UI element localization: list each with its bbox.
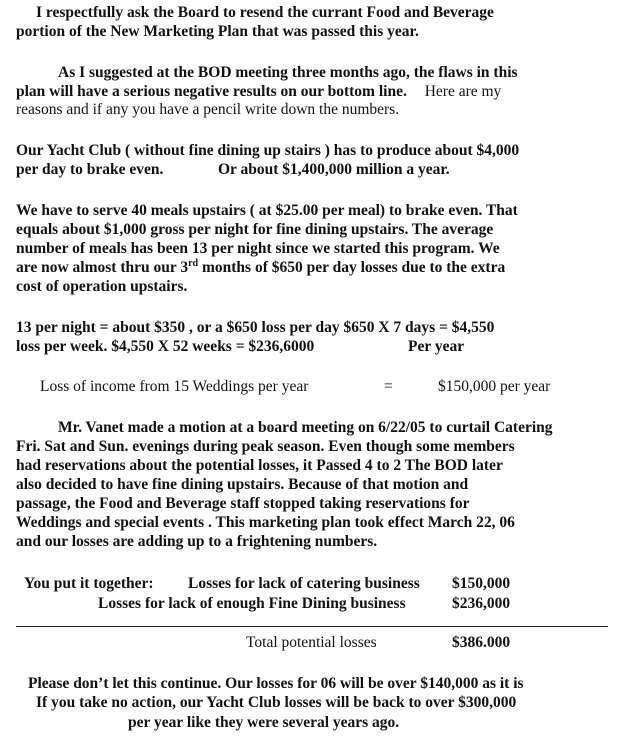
motion-line-3: had reservations about the potential losses, it Passed 4 to 2 The BOD later	[16, 457, 503, 474]
summary-catering-label: Losses for lack of catering business	[188, 575, 420, 592]
motion-line-6: Weddings and special events . This marketing plan took effect March 22, 06	[16, 514, 515, 531]
yacht-club-line-1: Our Yacht Club ( without fine dining up stairs ) has to produce about $4,000	[16, 142, 520, 159]
summary-catering-amount: $150,000	[452, 575, 511, 592]
closing-line-2: If you take no action, our Yacht Club losses will be back to over $300,000	[36, 694, 517, 711]
total-label: Total potential losses	[246, 634, 377, 651]
summary-dining-label: Losses for lack of enough Fine Dining business	[98, 595, 406, 612]
calc-line-1: 13 per night = about $350 , or a $650 loss per day $650 X 7 days = $4,550	[16, 319, 495, 336]
bottom-line-statement: plan will have a serious negative results on our bottom line.	[16, 83, 407, 100]
weddings-equals: =	[384, 378, 393, 395]
meals-line-4-pre: are now almost thru our 3	[16, 259, 189, 276]
calc-line-2b: Per year	[408, 338, 465, 355]
yacht-club-line-2a: per day to brake even.	[16, 161, 164, 178]
intro-line-2: portion of the New Marketing Plan that was passed this year.	[16, 23, 419, 40]
weddings-label: Loss of income from 15 Weddings per year	[40, 378, 309, 395]
summary-lead: You put it together:	[24, 575, 154, 592]
motion-line-2: Fri. Sat and Sun. evenings during peak season. Even though some members	[16, 438, 515, 455]
closing-line-1: Please don’t let this continue. Our losses for 06 will be over $140,000 as it is	[28, 675, 524, 692]
motion-line-4: also decided to have fine dining upstairs. Because of that motion and	[16, 476, 469, 493]
weddings-amount: $150,000 per year	[438, 378, 551, 395]
summary-dining-amount: $236,000	[452, 595, 511, 612]
intro-line-1: I respectfully ask the Board to resend the currant Food and Beverage	[36, 4, 494, 21]
bod-paragraph-line-3: reasons and if any you have a pencil write down the numbers.	[16, 101, 400, 118]
total-amount: $386.000	[452, 634, 511, 651]
yacht-club-line-2b: Or about $1,400,000 million a year.	[218, 161, 450, 178]
here-are-my-text: Here are my	[424, 83, 502, 100]
meals-line-4	[16, 258, 505, 277]
meals-line-3: number of meals has been 13 per night since we started this program. We	[16, 240, 500, 257]
summary-divider	[16, 626, 608, 627]
bod-paragraph-line-2	[16, 82, 501, 101]
meals-line-2: equals about $1,000 gross per night for fine dining upstairs. The average	[16, 221, 494, 238]
calc-line-2a: loss per week. $4,550 X 52 weeks = $236,6000	[16, 338, 315, 355]
closing-line-3: per year like they were several years ago.	[128, 714, 400, 731]
ordinal-suffix: rd	[188, 258, 199, 269]
meals-line-4-post: months of $650 per day losses due to the extra	[198, 259, 506, 276]
meals-line-5: cost of operation upstairs.	[16, 278, 188, 295]
motion-line-5: passage, the Food and Beverage staff stopped taking reservations for	[16, 495, 470, 512]
bod-paragraph-line-1: As I suggested at the BOD meeting three months ago, the flaws in this	[58, 64, 518, 81]
motion-line-7: and our losses are adding up to a frightening numbers.	[16, 533, 378, 550]
meals-line-1: We have to serve 40 meals upstairs ( at $25.00 per meal) to brake even. That	[16, 202, 518, 219]
motion-line-1: Mr. Vanet made a motion at a board meeting on 6/22/05 to curtail Catering	[58, 419, 553, 436]
